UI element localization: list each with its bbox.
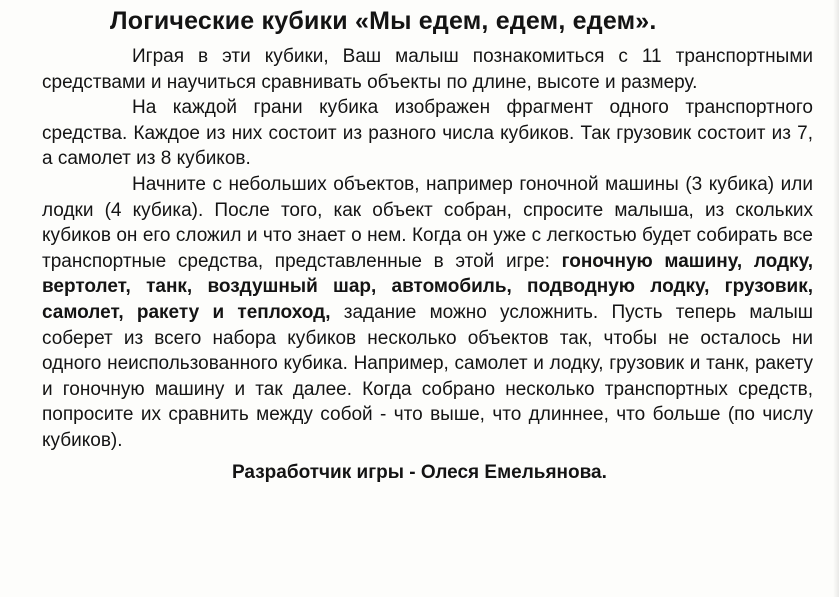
paragraph-instructions: [42, 172, 813, 454]
body-text: [42, 44, 813, 454]
instructions-lead: Начните с небольших объектов, например гоночной машины (3 кубика) или лодки (4 кубика). После того, как объект собран, спросите малыша, из скольких кубиков он его сложил и что знает о нем. Когда он уже с легкостью будет собирать все транспортные средства, представленные в этой игре:: [42, 173, 813, 272]
scan-edge-shadow: [833, 0, 839, 597]
page-title: Логические кубики «Мы едем, едем, едем».: [110, 7, 657, 35]
paragraph-cube-faces: На каждой грани кубика изображен фрагмент одного транспортного средства. Каждое из них состоит из разного числа кубиков. Так грузовик состоит из 7, а самолет из 8 кубиков.: [42, 97, 813, 170]
instructions-rest: задание можно усложнить. Пусть теперь малыш соберет из всего набора кубиков несколько объектов так, чтобы не осталось ни одного неиспользованного кубика. Например, самолет и лодку, грузовик и танк, ракету и гоночную машину и так далее. Когда собрано несколько транспортных средств, попросите их сравнить между собой - что выше, что длиннее, что больше (по числу кубиков).: [42, 301, 814, 451]
vehicle-list: гоночную машину, лодку, вертолет, танк, воздушный шар, автомобиль, подводную лодку, грузовик, самолет, ракету и теплоход,: [42, 250, 813, 323]
paragraph-intro: Играя в эти кубики, Ваш малыш познакомиться с 11 транспортными средствами и научиться сравнивать объекты по длине, высоте и размеру.: [42, 46, 813, 93]
author-credit: Разработчик игры - Олеся Емельянова.: [232, 461, 607, 483]
